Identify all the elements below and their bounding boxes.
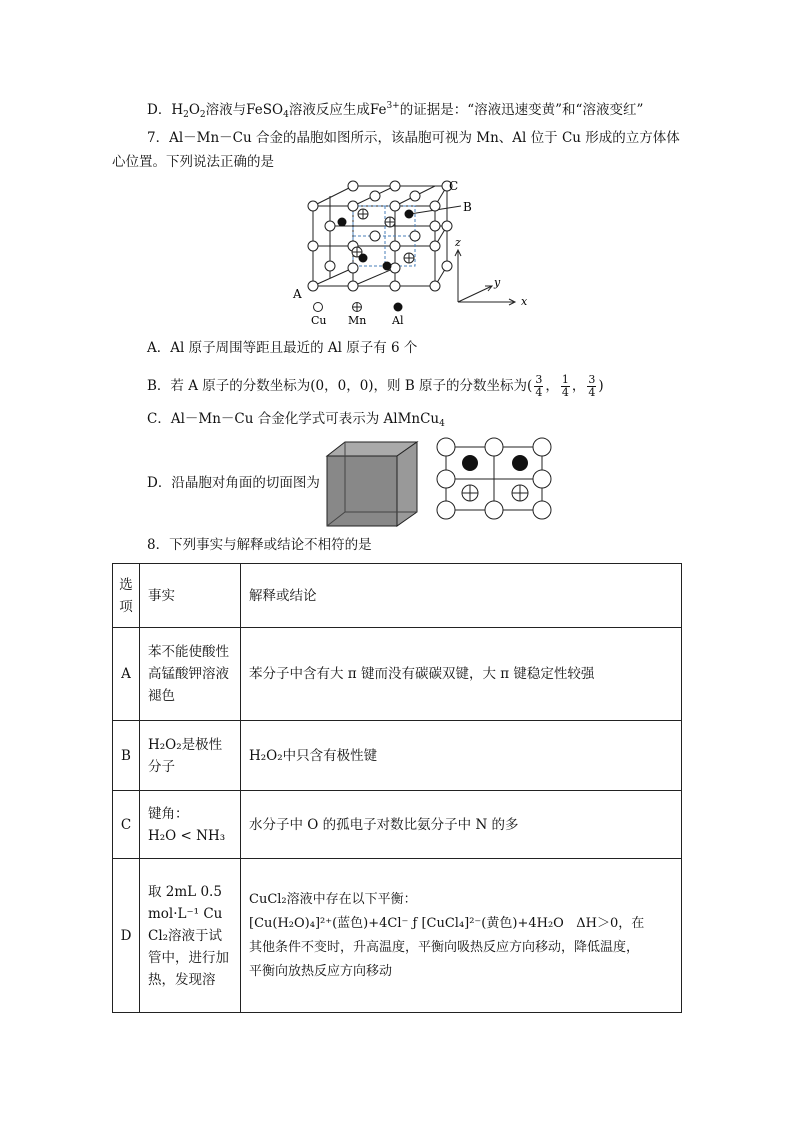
header-fact: 事实 [140, 564, 241, 628]
row-explanation: H₂O₂中只含有极性键 [241, 721, 682, 791]
q8-table [112, 563, 682, 1013]
row-option: B [113, 721, 140, 791]
label-c: C [449, 179, 459, 193]
table-row [113, 628, 682, 721]
crystal-cell-figure [285, 176, 535, 328]
q7-option-c: C．Al－Mn－Cu 合金化学式可表示为 AlMnCu$_4$ [147, 411, 445, 429]
legend-al: Al [392, 314, 404, 327]
q7-option-b: B．若 A 原子的分数坐标为(0，0，0)，则 B 原子的分数坐标为( $\frac{3}{4}$ ， $\frac{1}{4}$ ， $\frac{3}{4}$ ) [147, 373, 604, 399]
diagonal-plane-cube-figure [325, 440, 421, 528]
legend-cu: Cu [311, 314, 327, 327]
axis-y: y [494, 276, 501, 289]
q6-option-d: D．$H_2O_2$溶液与FeSO$_4$溶液反应生成$Fe^{3+}$的证据是：“溶液迅速变黄”和“溶液变红” [147, 101, 644, 120]
row-option: D [113, 859, 140, 1013]
axis-z: z [455, 236, 461, 249]
row-option: A [113, 628, 140, 721]
q7-stem-line2: 心位置。下列说法正确的是 [112, 154, 274, 170]
row-fact: H₂O₂是极性分子 [140, 721, 241, 791]
row-option: C [113, 791, 140, 859]
row-explanation: 苯分子中含有大 π 键而没有碳碳双键，大 π 键稳定性较强 [241, 628, 682, 721]
q7-stem-line1: 7．Al－Mn－Cu 合金的晶胞如图所示，该晶胞可视为 Mn、Al 位于 Cu 形成的立方体体 [147, 130, 680, 146]
q8-stem: 8．下列事实与解释或结论不相符的是 [147, 537, 372, 553]
label-a: A [293, 287, 302, 301]
q7-option-a: A．Al 原子周围等距且最近的 Al 原子有 6 个 [147, 340, 418, 356]
table-row [113, 721, 682, 791]
header-option: 选项 [113, 564, 140, 628]
row-fact: 苯不能使酸性高锰酸钾溶液褪色 [140, 628, 241, 721]
row-fact: 取 2mL 0.5 mol·L⁻¹ CuCl₂溶液于试管中，进行加热，发现溶 [140, 859, 241, 1013]
q7-option-d: D．沿晶胞对角面的切面图为 [147, 475, 320, 491]
row-explanation: 水分子中 O 的孤电子对数比氨分子中 N 的多 [241, 791, 682, 859]
header-explanation: 解释或结论 [241, 564, 682, 628]
cross-section-figure [436, 437, 556, 523]
table-row [113, 859, 682, 1013]
axis-x: x [521, 295, 528, 308]
row-fact: 键角： H₂O < NH₃ [140, 791, 241, 859]
legend-mn: Mn [348, 314, 367, 327]
label-b: B [463, 200, 472, 214]
table-row [113, 791, 682, 859]
table-header-row [113, 564, 682, 628]
row-explanation: CuCl₂溶液中存在以下平衡： [Cu(H₂O)₄]²⁺(蓝色)+4Cl⁻ ƒ [CuCl₄]²⁻(黄色)+4H₂O ΔH＞0，在 其他条件不变时，升高温度，平衡向吸热反应方向移动，降低温度， 平衡向放热反应方向移动 [241, 859, 682, 1013]
